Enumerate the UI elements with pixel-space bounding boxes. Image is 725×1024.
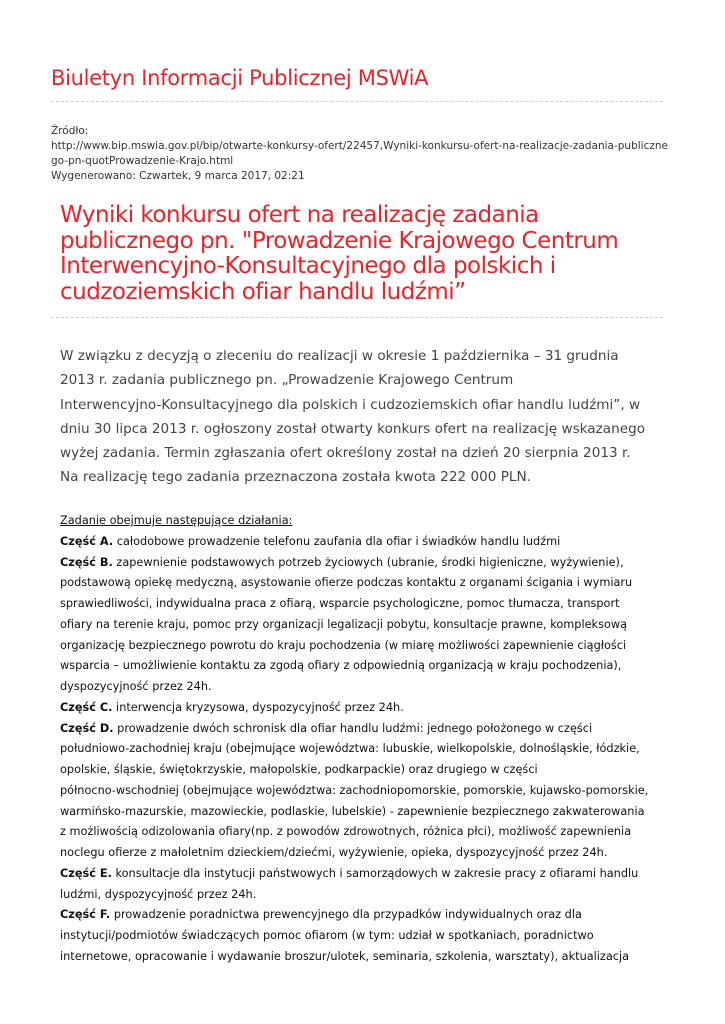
part-text: prowadzenie poradnictwa prewencyjnego dla przypadków indywidualnych oraz dla bbox=[110, 908, 582, 922]
document-title bbox=[60, 203, 670, 305]
part-text: opolskie, śląskie, świętokrzyskie, małopolskie, podkarpackie) oraz drugiego w części bbox=[60, 763, 538, 776]
part-text: instytucji/podmiotów świadczących pomoc ofiarom (w tym: udział w spotkaniach, poradnictwo bbox=[60, 929, 594, 942]
part-text: zapewnienie podstawowych potrzeb życiowych (ubranie, środki higieniczne, wyżywienie), bbox=[112, 555, 624, 569]
source-url-line-2[interactable]: go-pn-quotProwadzenie-Krajo.html bbox=[51, 155, 234, 167]
part-text: całodobowe prowadzenie telefonu zaufania dla ofiar i świadków handlu ludźmi bbox=[113, 534, 561, 548]
tasks-section bbox=[60, 511, 680, 968]
part-label: Część B. bbox=[60, 555, 113, 569]
part-text: z możliwością odizolowania ofiary(np. z powodów zdrowotnych, różnica płci), możliwość zapewnienia bbox=[60, 825, 632, 839]
part-text: interwencja kryzysowa, dyspozycyjność przez 24h. bbox=[112, 700, 404, 714]
part-text: dyspozycyjność przez 24h. bbox=[60, 680, 212, 693]
part-text: wsparcia – umożliwienie kontaktu za zgodą ofiary z odpowiednią organizacją w kraju pochodzenia), bbox=[60, 659, 622, 673]
part-text: podstawową opiekę medyczną, asystowanie ofierze podczas kontaktu z organami ścigania i wymiaru bbox=[60, 576, 633, 590]
part-label: Część E. bbox=[60, 866, 112, 880]
part-text: internetowe, opracowanie i wydawanie broszur/ulotek, seminaria, szkolenia, warsztaty), aktualizacja bbox=[60, 949, 630, 963]
title-line: Interwencyjno-Konsultacyjnego dla polskich i bbox=[60, 253, 556, 279]
tasks-heading: Zadanie obejmuje następujące działania: bbox=[60, 514, 293, 527]
source-label: Źródło: bbox=[51, 125, 89, 137]
site-title: Biuletyn Informacji Publicznej MSWiA bbox=[51, 66, 429, 90]
part-text: organizację bezpiecznego powrotu do kraju pochodzenia (w miarę możliwości zapewnienie ciągłości bbox=[60, 638, 627, 652]
header-divider bbox=[51, 101, 663, 102]
part-label: Część F. bbox=[60, 908, 111, 922]
part-a bbox=[60, 532, 680, 553]
part-text: ludźmi, dyspozycyjność przez 24h. bbox=[60, 887, 257, 901]
part-text: ofiary na terenie kraju, pomoc przy organizacji legalizacji pobytu, konsultacje prawne, kompleksową bbox=[60, 617, 628, 631]
part-text: sprawiedliwości, indywidualna praca z ofiarą, wsparcie psychologiczne, pomoc tłumacza, transport bbox=[60, 597, 620, 610]
title-line: publicznego pn. "Prowadzenie Krajowego Centrum bbox=[60, 227, 619, 254]
part-e bbox=[60, 864, 680, 906]
title-line: Wyniki konkursu ofert na realizację zadania bbox=[60, 202, 539, 228]
source-url-line-1[interactable]: http://www.bip.mswia.gov.pl/bip/otwarte-konkursy-ofert/22457,Wyniki-konkursu-ofert-na-realizacje-zadania-publiczne bbox=[51, 140, 668, 152]
title-line: cudzoziemskich ofiar handlu ludźmi” bbox=[60, 278, 466, 305]
part-text: prowadzenie dwóch schronisk dla ofiar handlu ludźmi: jednego położonego w części bbox=[113, 721, 593, 735]
part-text: północno-wschodniej (obejmujące województwa: zachodniopomorskie, pomorskie, kujawsko-pomorskie, bbox=[60, 783, 649, 797]
part-text: warmińsko-mazurskie, mazowieckie, podlaskie, lubelskie) - zapewnienie bezpiecznego zakwaterowania bbox=[60, 804, 645, 818]
intro-line: W związku z decyzją o zleceniu do realizacji w okresie 1 października – 31 grudnia bbox=[60, 348, 619, 364]
intro-line: Interwencyjno-Konsultacyjnego dla polskich i cudzoziemskich ofiar handlu ludźmi”, w bbox=[60, 396, 641, 413]
part-f bbox=[60, 905, 680, 967]
part-text: noclegu ofierze z małoletnim dzieckiem/dziećmi, wyżywienie, opieka, dyspozycyjność przez 24h. bbox=[60, 846, 608, 859]
intro-line: wyżej zadania. Termin zgłaszania ofert określony został na dzień 20 sierpnia 2013 r. bbox=[60, 445, 631, 462]
part-text: konsultacje dla instytucji państwowych i samorządowych w zakresie pracy z ofiarami handlu bbox=[111, 866, 639, 880]
part-text: południowo-zachodniej kraju (obejmujące województwa: lubuskie, wielkopolskie, dolnośląskie, łódzkie, bbox=[60, 742, 640, 756]
generated-timestamp: Wygenerowano: Czwartek, 9 marca 2017, 02:21 bbox=[51, 170, 305, 182]
intro-line: dniu 30 lipca 2013 r. ogłoszony został otwarty konkurs ofert na realizację wskazanego bbox=[60, 420, 646, 437]
part-b bbox=[60, 553, 680, 698]
intro-paragraph bbox=[60, 344, 670, 490]
part-d bbox=[60, 719, 680, 864]
part-label: Część D. bbox=[60, 721, 114, 735]
part-label: Część C. bbox=[60, 700, 113, 714]
part-c bbox=[60, 698, 680, 719]
intro-line: 2013 r. zadania publicznego pn. „Prowadzenie Krajowego Centrum bbox=[60, 372, 514, 389]
intro-line: Na realizację tego zadania przeznaczona została kwota 222 000 PLN. bbox=[60, 469, 531, 486]
title-divider bbox=[51, 317, 663, 318]
source-block bbox=[51, 124, 671, 184]
part-label: Część A. bbox=[60, 534, 114, 548]
